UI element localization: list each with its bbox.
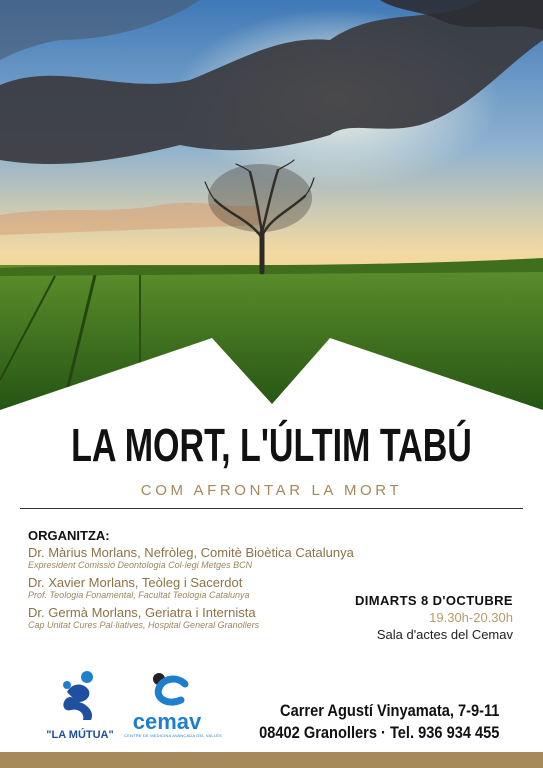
organizer-role: Cap Unitat Cures Pal·liatives, Hospital General Granollers bbox=[28, 620, 260, 630]
event-info bbox=[355, 593, 513, 642]
cemav-logo bbox=[124, 670, 222, 738]
la-mutua-wordmark: "LA MÚTUA" bbox=[46, 729, 114, 741]
event-place: Sala d'actes del Cemav bbox=[376, 627, 513, 642]
cemav-figure-icon bbox=[141, 670, 193, 710]
organizer-name: Dr. Màrius Morlans, Nefròleg, Comitè Bioètica Catalunya bbox=[28, 545, 354, 560]
event-time: 19.30h-20.30h bbox=[429, 610, 513, 625]
cemav-tagline: CENTRE DE MEDICINA AVANÇADA DEL VALLÈS bbox=[124, 733, 222, 738]
footer-band bbox=[0, 752, 543, 768]
address-block bbox=[220, 700, 499, 744]
poster-subtitle: COM AFRONTAR LA MORT bbox=[140, 482, 403, 499]
poster-title: LA MORT, L'ÚLTIM TABÚ bbox=[71, 419, 472, 471]
la-mutua-logo bbox=[40, 670, 120, 741]
organizers-label: ORGANITZA: bbox=[28, 528, 110, 543]
address-city-phone: 08402 Granollers · Tel. 936 934 455 bbox=[258, 723, 499, 742]
organizer-name: Dr. Germà Morlans, Geriatra i Internista bbox=[28, 605, 256, 620]
organizer-role: Prof. Teologia Fonamental, Facultat Teologia Catalunya bbox=[28, 590, 250, 600]
organizer-name: Dr. Xavier Morlans, Teòleg i Sacerdot bbox=[28, 575, 243, 590]
cemav-wordmark: cemav bbox=[132, 709, 202, 734]
address-street: Carrer Agustí Vinyamata, 7-9-11 bbox=[279, 701, 499, 720]
event-date: DIMARTS 8 D'OCTUBRE bbox=[354, 593, 513, 608]
divider bbox=[20, 508, 523, 509]
organizer-role: Expresident Comissió Deontologia Col·legi Metges BCN bbox=[28, 560, 253, 570]
organizer-item bbox=[28, 545, 418, 571]
mutua-figure-icon bbox=[57, 670, 103, 722]
